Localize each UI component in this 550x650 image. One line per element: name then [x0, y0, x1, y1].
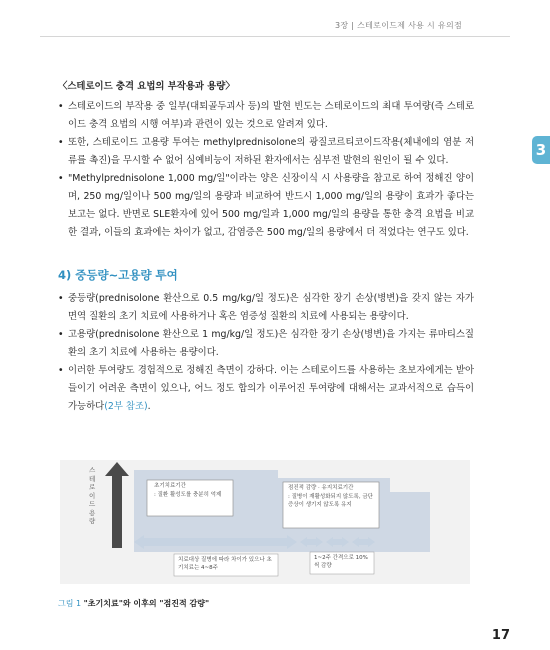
- figure-caption: [58, 598, 209, 609]
- list-item: [58, 362, 474, 416]
- taper-therapy-body: : 질병이 재활성화되지 않도록, 금단증상이 생기지 않도록 유지: [288, 494, 373, 508]
- list-item: • 중등량(prednisolone 환산으로 0.5 mg/kg/일 정도)은 심각한 장기 손상(병변)을 갖지 않는 자가면역 질환의 초기 치료에 사용하거나 혹은 염증성 질환의 치료에 사용되는 용량이다.: [58, 290, 474, 326]
- figure-number: 그림 1: [58, 599, 82, 608]
- initial-therapy-body: : 질환 활성도를 충분히 억제: [154, 492, 222, 498]
- main-content: [58, 78, 474, 416]
- subsection-bullets: [58, 290, 474, 416]
- list-item: • "Methylprednisolone 1,000 mg/일"이라는 양은 신장이식 시 사용량을 참고로 하여 정해진 양이며, 250 mg/일이나 500 mg/일의 용량과 비교하여 반드시 1,000 mg/일의 용량이 효과가 좋다는 보고는 없다. 반면로 SLE환자에 있어 500 mg/일과 1,000 mg/일의 용량을 통한 충격 요법을 비교한 결과, 이들의 효과에는 차이가 없고, 감염증은 500 mg/일의 용량에서 더 적었다는 연구도 있다.: [58, 170, 474, 242]
- section-bullets: [58, 98, 474, 242]
- list-item: • 고용량(prednisolone 환산으로 1 mg/kg/일 정도)은 심각한 장기 손상(병변)을 가지는 류마티스질환의 초기 치료에 사용하는 용량이다.: [58, 326, 474, 362]
- list-item-end: .: [147, 401, 151, 412]
- figure-caption-text: "초기치료"와 이후의 "점진적 감량": [83, 599, 210, 608]
- chapter-tab: 3: [532, 136, 550, 164]
- header-divider: [40, 36, 510, 37]
- section-title: 〈스테로이드 충격 요법의 부작용과 용량〉: [58, 81, 235, 92]
- initial-period-note: 치료대상 질병에 따라 차이가 있으나 초기치료는 4~8주: [178, 557, 272, 571]
- taper-therapy-title: 점진적 감량 · 유지치료기간: [288, 485, 354, 491]
- initial-therapy-title: 초기치료기간: [154, 483, 186, 489]
- y-axis-label: 스테로이드용량: [89, 466, 96, 525]
- dose-axis-arrow: [105, 462, 129, 548]
- list-item: • 스테로이드의 부작용 중 일부(대퇴골두괴사 등)의 발현 빈도는 스테로이드의 최대 투여량(즉 스테로이드 충격 요법의 시행 여부)과 관련이 있는 것으로 알려져 있다.: [58, 98, 474, 134]
- list-item-text: 이러한 투여량도 경험적으로 정해진 측면이 강하다. 이는 스테로이드를 사용하는 초보자에게는 받아들이기 어려운 측면이 있으나, 어느 정도 합의가 이루어진 투여량에 대해서는 교과서적으로 습득이 가능하다: [68, 365, 474, 412]
- figure-diagram: [60, 460, 470, 584]
- list-item: • 또한, 스테로이드 고용량 투여는 methylprednisolone의 광질코르티코이드작용(체내에의 염분 저류를 촉진)을 무시할 수 없어 심예비능이 저하된 환자에서는 심부전 발현의 원인이 될 수 있다.: [58, 134, 474, 170]
- cross-reference: (2부 참조): [104, 401, 148, 412]
- running-header: 3장 | 스테로이드제 사용 시 유의점: [335, 21, 462, 30]
- subsection-title: 4) 중등량~고용량 투여: [58, 268, 178, 282]
- taper-interval-note: 1~2주 간격으로 10%씩 감량: [314, 555, 368, 569]
- page-number: 17: [491, 628, 510, 643]
